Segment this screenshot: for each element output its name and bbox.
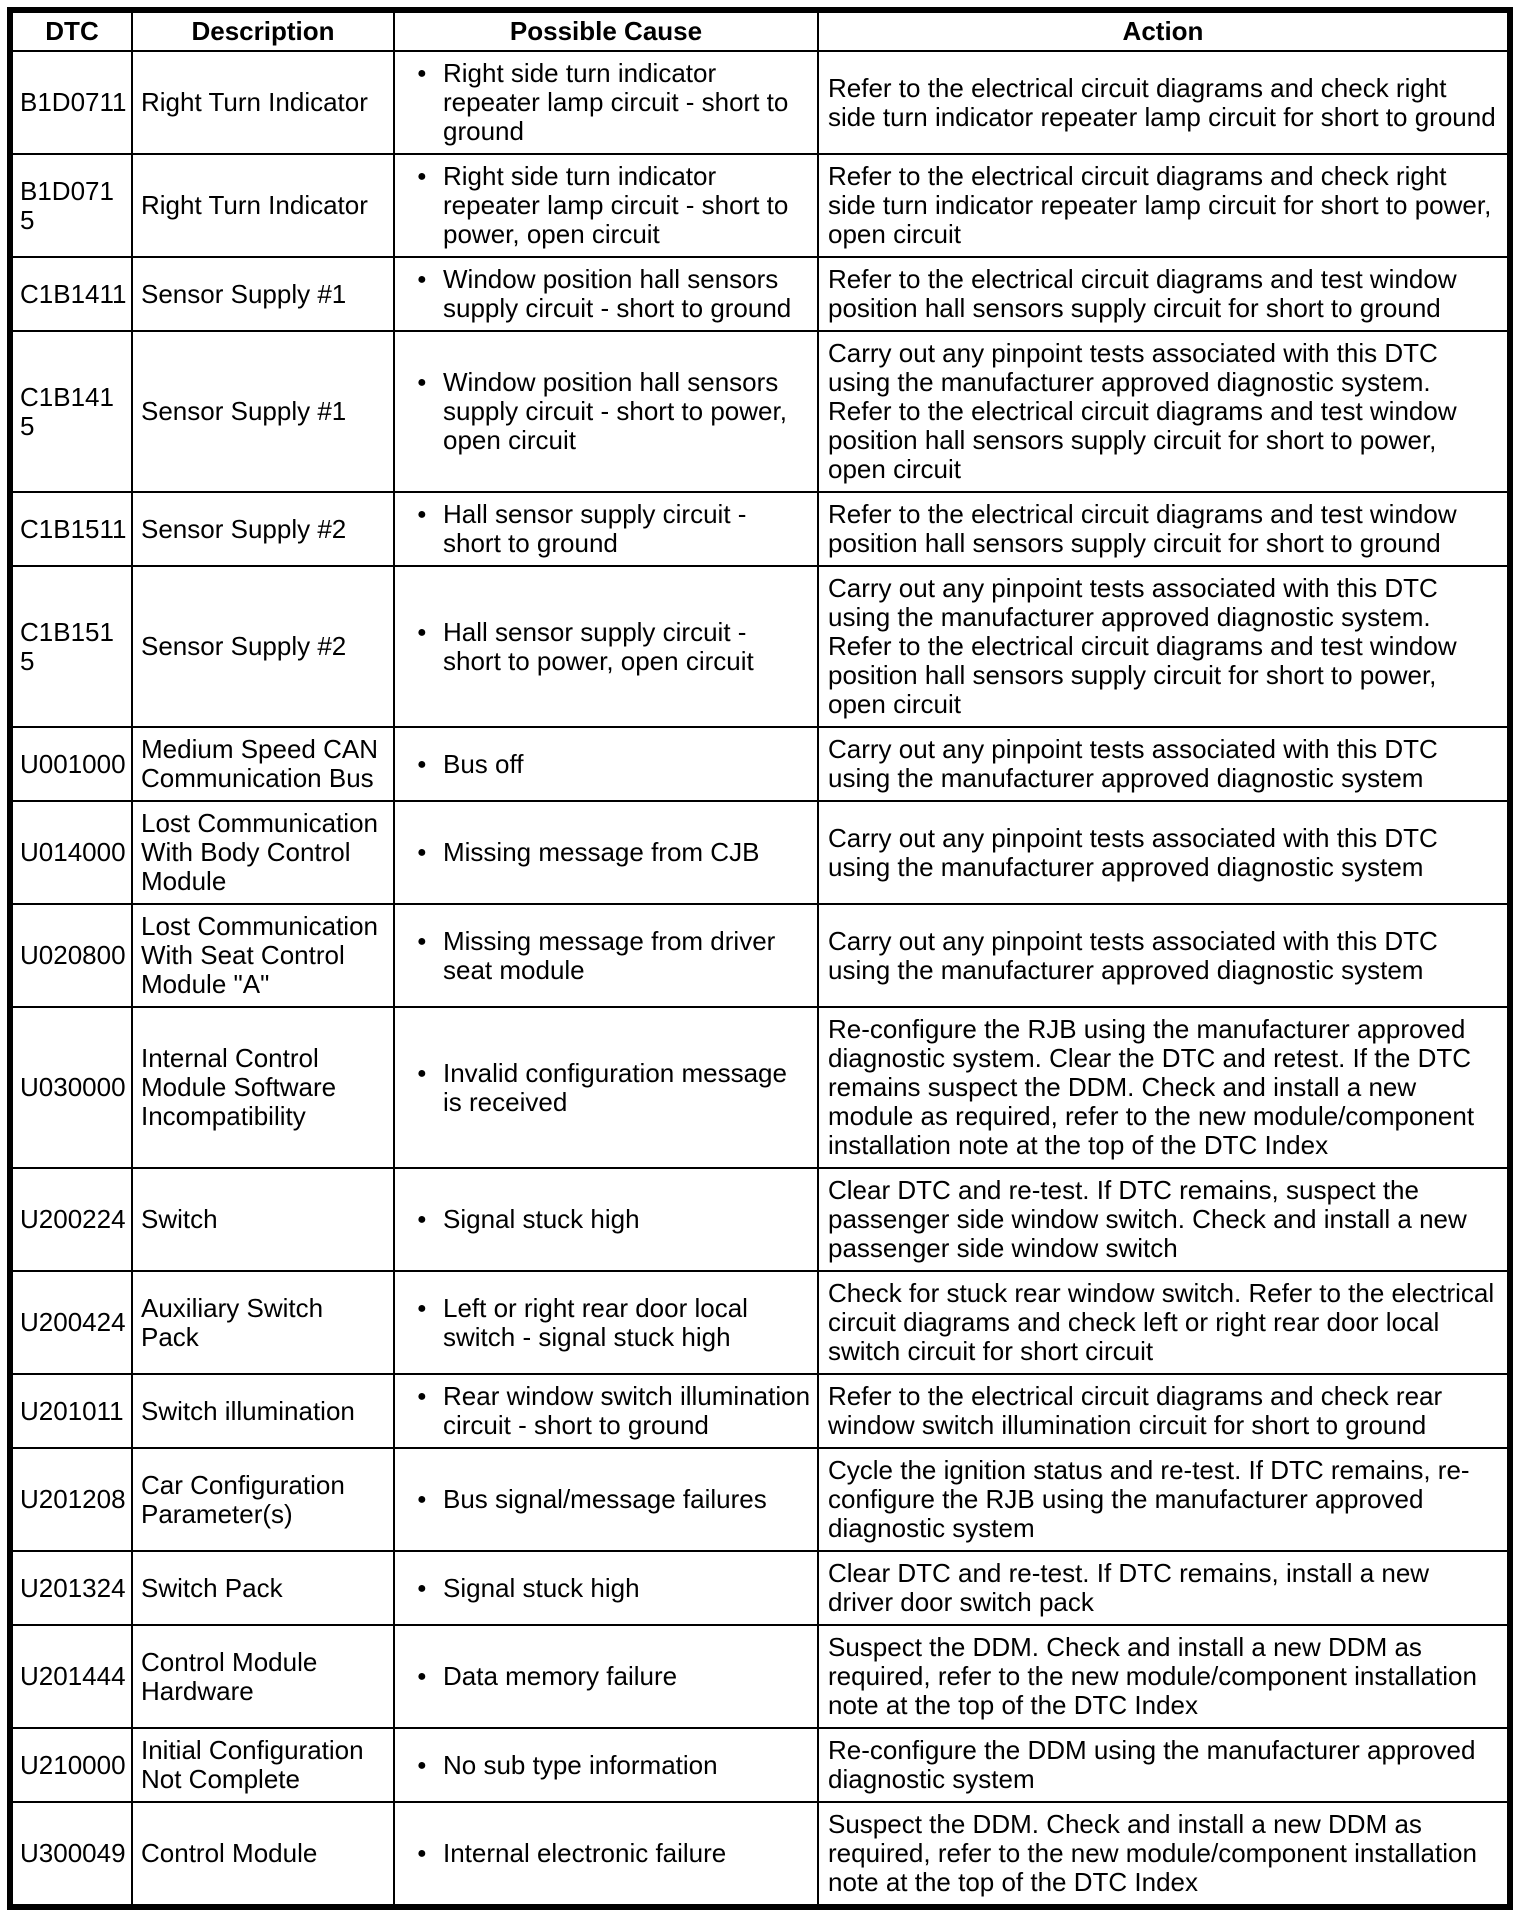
bullet-icon: ● bbox=[417, 1668, 427, 1685]
possible-cause-cell bbox=[394, 566, 818, 727]
cause-bullet-item bbox=[403, 1662, 811, 1691]
action-cell: Suspect the DDM. Check and install a new DDM as required, refer to the new module/component installation note at the top of the DTC Index bbox=[818, 1625, 1510, 1728]
dtc-code-cell: U201011 bbox=[10, 1374, 132, 1448]
table-row bbox=[10, 1168, 1510, 1271]
cause-text: Right side turn indicator repeater lamp circuit - short to ground bbox=[443, 58, 789, 146]
description-cell: Sensor Supply #2 bbox=[132, 492, 394, 566]
column-header-action: Action bbox=[818, 10, 1510, 51]
bullet-icon: ● bbox=[417, 1064, 427, 1082]
dtc-code-cell: B1D0711 bbox=[10, 51, 132, 154]
dtc-code-cell: C1B1511 bbox=[10, 492, 132, 566]
dtc-code-cell: C1B1415 bbox=[10, 331, 132, 492]
dtc-code-cell: B1D0715 bbox=[10, 154, 132, 257]
description-cell: Auxiliary Switch Pack bbox=[132, 1271, 394, 1374]
cause-bullet-item bbox=[403, 927, 811, 985]
table-row bbox=[10, 801, 1510, 904]
table-row bbox=[10, 1625, 1510, 1728]
cause-text: Right side turn indicator repeater lamp circuit - short to power, open circuit bbox=[443, 161, 789, 249]
cause-text: Left or right rear door local switch - signal stuck high bbox=[443, 1292, 748, 1352]
table-row bbox=[10, 1448, 1510, 1551]
action-cell: Refer to the electrical circuit diagrams and check right side turn indicator repeater lamp circuit for short to power, open circuit bbox=[818, 154, 1510, 257]
action-cell: Check for stuck rear window switch. Refer to the electrical circuit diagrams and check left or right rear door local switch circuit for short circuit bbox=[818, 1271, 1510, 1374]
cause-bullet-item bbox=[403, 162, 811, 249]
dtc-code-cell: C1B1411 bbox=[10, 257, 132, 331]
description-cell: Sensor Supply #1 bbox=[132, 331, 394, 492]
dtc-code-cell: U014000 bbox=[10, 801, 132, 904]
description-cell: Medium Speed CAN Communication Bus bbox=[132, 727, 394, 801]
cause-bullet-item bbox=[403, 1382, 811, 1440]
cause-bullet-item bbox=[403, 750, 811, 779]
table-row bbox=[10, 1374, 1510, 1448]
cause-text: Signal stuck high bbox=[443, 1204, 640, 1234]
table-row bbox=[10, 1007, 1510, 1168]
possible-cause-cell bbox=[394, 492, 818, 566]
possible-cause-cell bbox=[394, 1448, 818, 1551]
cause-text: Signal stuck high bbox=[443, 1572, 640, 1603]
cause-bullet-item bbox=[403, 618, 811, 676]
description-cell: Sensor Supply #2 bbox=[132, 566, 394, 727]
possible-cause-cell bbox=[394, 1007, 818, 1168]
cause-text: Bus off bbox=[443, 748, 524, 779]
action-cell: Carry out any pinpoint tests associated with this DTC using the manufacturer approved diagnostic system. Refer to the electrical circuit diagrams and test window position hall sensors supply circuit for short to power, open circuit bbox=[818, 566, 1510, 727]
possible-cause-cell bbox=[394, 1802, 818, 1907]
dtc-code-cell: U001000 bbox=[10, 727, 132, 801]
description-cell: Switch illumination bbox=[132, 1374, 394, 1448]
possible-cause-cell bbox=[394, 727, 818, 801]
dtc-code-cell: U200424 bbox=[10, 1271, 132, 1374]
cause-text: Hall sensor supply circuit - short to power, open circuit bbox=[443, 616, 754, 676]
possible-cause-cell bbox=[394, 801, 818, 904]
dtc-code-cell: U020800 bbox=[10, 904, 132, 1007]
dtc-code-cell: U030000 bbox=[10, 1007, 132, 1168]
table-header-row bbox=[10, 10, 1510, 51]
possible-cause-cell bbox=[394, 1728, 818, 1802]
bullet-icon: ● bbox=[417, 1756, 427, 1774]
action-cell: Suspect the DDM. Check and install a new DDM as required, refer to the new module/component installation note at the top of the DTC Index bbox=[818, 1802, 1510, 1907]
table-row bbox=[10, 257, 1510, 331]
cause-bullet-item bbox=[403, 368, 811, 455]
column-header-description: Description bbox=[132, 10, 394, 51]
bullet-icon: ● bbox=[417, 65, 427, 82]
cause-text: Window position hall sensors supply circuit - short to power, open circuit bbox=[443, 367, 787, 455]
description-cell: Sensor Supply #1 bbox=[132, 257, 394, 331]
cause-text: Data memory failure bbox=[443, 1661, 678, 1691]
table-row bbox=[10, 1802, 1510, 1907]
cause-text: No sub type information bbox=[443, 1749, 718, 1780]
bullet-icon: ● bbox=[417, 1579, 427, 1597]
bullet-icon: ● bbox=[417, 755, 427, 773]
table-row bbox=[10, 1551, 1510, 1625]
bullet-icon: ● bbox=[417, 932, 427, 950]
action-cell: Clear DTC and re-test. If DTC remains, install a new driver door switch pack bbox=[818, 1551, 1510, 1625]
action-cell: Refer to the electrical circuit diagrams and check rear window switch illumination circuit for short to ground bbox=[818, 1374, 1510, 1448]
table-row bbox=[10, 1728, 1510, 1802]
possible-cause-cell bbox=[394, 51, 818, 154]
dtc-code-cell: U200224 bbox=[10, 1168, 132, 1271]
cause-bullet-item bbox=[403, 500, 811, 558]
cause-bullet-item bbox=[403, 59, 811, 146]
possible-cause-cell bbox=[394, 1625, 818, 1728]
description-cell: Right Turn Indicator bbox=[132, 154, 394, 257]
column-header-possible-cause: Possible Cause bbox=[394, 10, 818, 51]
action-cell: Refer to the electrical circuit diagrams and test window position hall sensors supply circuit for short to ground bbox=[818, 492, 1510, 566]
bullet-icon: ● bbox=[417, 1491, 427, 1508]
cause-text: Missing message from CJB bbox=[443, 837, 760, 867]
description-cell: Switch bbox=[132, 1168, 394, 1271]
table-row bbox=[10, 154, 1510, 257]
description-cell: Lost Communication With Body Control Module bbox=[132, 801, 394, 904]
action-cell: Re-configure the RJB using the manufacturer approved diagnostic system. Clear the DTC and retest. If the DTC remains suspect the DDM. Check and install a new module as required, refer to the new module/component installation note at the top of the DTC Index bbox=[818, 1007, 1510, 1168]
description-cell: Initial Configuration Not Complete bbox=[132, 1728, 394, 1802]
dtc-code-cell: U300049 bbox=[10, 1802, 132, 1907]
dtc-code-cell: U201444 bbox=[10, 1625, 132, 1728]
bullet-icon: ● bbox=[417, 1388, 427, 1405]
possible-cause-cell bbox=[394, 257, 818, 331]
bullet-icon: ● bbox=[417, 168, 427, 185]
possible-cause-cell bbox=[394, 331, 818, 492]
cause-bullet-item bbox=[403, 1205, 811, 1234]
dtc-code-cell: C1B1515 bbox=[10, 566, 132, 727]
possible-cause-cell bbox=[394, 1168, 818, 1271]
cause-bullet-item bbox=[403, 1574, 811, 1603]
bullet-icon: ● bbox=[417, 374, 427, 391]
table-row bbox=[10, 904, 1510, 1007]
bullet-icon: ● bbox=[417, 271, 427, 288]
table-body bbox=[10, 51, 1510, 1907]
description-cell: Control Module Hardware bbox=[132, 1625, 394, 1728]
cause-bullet-item bbox=[403, 1059, 811, 1117]
bullet-icon: ● bbox=[417, 623, 427, 641]
bullet-icon: ● bbox=[417, 1299, 427, 1317]
table-row bbox=[10, 1271, 1510, 1374]
table-row bbox=[10, 492, 1510, 566]
action-cell: Refer to the electrical circuit diagrams and check right side turn indicator repeater lamp circuit for short to ground bbox=[818, 51, 1510, 154]
possible-cause-cell bbox=[394, 1271, 818, 1374]
action-cell: Refer to the electrical circuit diagrams and test window position hall sensors supply circuit for short to ground bbox=[818, 257, 1510, 331]
description-cell: Right Turn Indicator bbox=[132, 51, 394, 154]
cause-text: Missing message from driver seat module bbox=[443, 925, 776, 985]
table-row bbox=[10, 566, 1510, 727]
cause-text: Window position hall sensors supply circuit - short to ground bbox=[443, 264, 792, 323]
cause-text: Rear window switch illumination circuit - short to ground bbox=[443, 1381, 811, 1440]
description-cell: Internal Control Module Software Incompatibility bbox=[132, 1007, 394, 1168]
action-cell: Carry out any pinpoint tests associated with this DTC using the manufacturer approved diagnostic system bbox=[818, 801, 1510, 904]
action-cell: Carry out any pinpoint tests associated with this DTC using the manufacturer approved diagnostic system. Refer to the electrical circuit diagrams and test window position hall sensors supply circuit for short to power, open circuit bbox=[818, 331, 1510, 492]
possible-cause-cell bbox=[394, 154, 818, 257]
column-header-dtc: DTC bbox=[10, 10, 132, 51]
cause-bullet-item bbox=[403, 1485, 811, 1514]
cause-text: Invalid configuration message is received bbox=[443, 1057, 787, 1117]
possible-cause-cell bbox=[394, 904, 818, 1007]
bullet-icon: ● bbox=[417, 1211, 427, 1228]
bullet-icon: ● bbox=[417, 1845, 427, 1862]
dtc-code-cell: U210000 bbox=[10, 1728, 132, 1802]
action-cell: Clear DTC and re-test. If DTC remains, suspect the passenger side window switch. Check and install a new passenger side window switch bbox=[818, 1168, 1510, 1271]
cause-bullet-item bbox=[403, 838, 811, 867]
cause-text: Internal electronic failure bbox=[443, 1838, 727, 1868]
action-cell: Cycle the ignition status and re-test. If DTC remains, re-configure the RJB using the manufacturer approved diagnostic system bbox=[818, 1448, 1510, 1551]
table-row bbox=[10, 331, 1510, 492]
cause-bullet-item bbox=[403, 1751, 811, 1780]
dtc-table bbox=[7, 7, 1513, 1910]
table-row bbox=[10, 51, 1510, 154]
description-cell: Switch Pack bbox=[132, 1551, 394, 1625]
action-cell: Carry out any pinpoint tests associated with this DTC using the manufacturer approved diagnostic system bbox=[818, 904, 1510, 1007]
dtc-code-cell: U201208 bbox=[10, 1448, 132, 1551]
description-cell: Car Configuration Parameter(s) bbox=[132, 1448, 394, 1551]
description-cell: Control Module bbox=[132, 1802, 394, 1907]
cause-bullet-item bbox=[403, 265, 811, 323]
cause-text: Bus signal/message failures bbox=[443, 1484, 767, 1514]
cause-bullet-item bbox=[403, 1839, 811, 1868]
cause-bullet-item bbox=[403, 1294, 811, 1352]
action-cell: Carry out any pinpoint tests associated with this DTC using the manufacturer approved diagnostic system bbox=[818, 727, 1510, 801]
bullet-icon: ● bbox=[417, 506, 427, 523]
cause-text: Hall sensor supply circuit - short to ground bbox=[443, 499, 747, 558]
dtc-code-cell: U201324 bbox=[10, 1551, 132, 1625]
possible-cause-cell bbox=[394, 1374, 818, 1448]
action-cell: Re-configure the DDM using the manufacturer approved diagnostic system bbox=[818, 1728, 1510, 1802]
description-cell: Lost Communication With Seat Control Module "A" bbox=[132, 904, 394, 1007]
bullet-icon: ● bbox=[417, 844, 427, 861]
table-row bbox=[10, 727, 1510, 801]
possible-cause-cell bbox=[394, 1551, 818, 1625]
